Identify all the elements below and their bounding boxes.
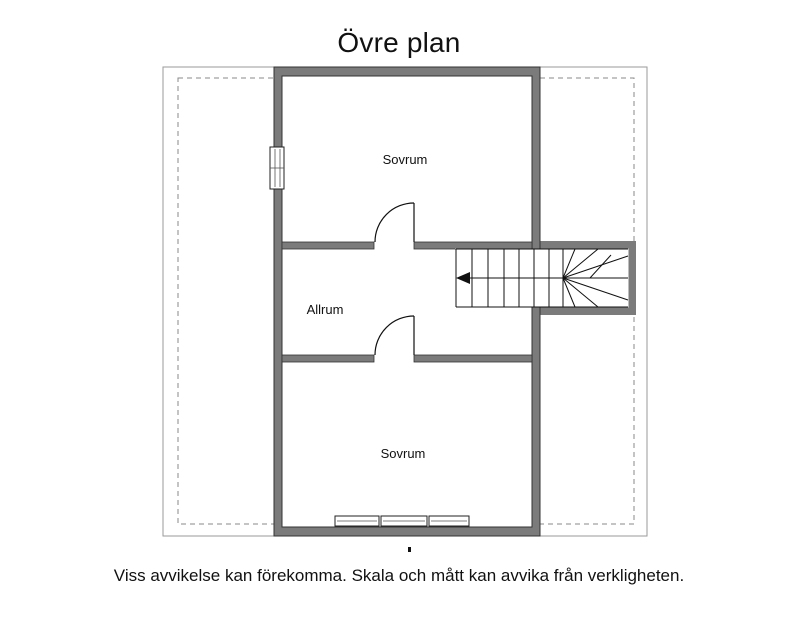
window-bottom-3 [429, 516, 469, 526]
scale-mark [408, 547, 411, 552]
door-top [375, 203, 414, 242]
window-bottom-1 [335, 516, 379, 526]
staircase [456, 249, 628, 307]
disclaimer-text: Viss avvikelse kan förekomma. Skala och mått kan avvika från verkligheten. [113, 566, 685, 585]
plan-title: Övre plan [337, 27, 461, 58]
window-bottom-2 [381, 516, 427, 526]
room-label-bedroom-bottom: Sovrum [380, 446, 426, 461]
eaves-left [163, 67, 274, 536]
room-label-living: Allrum [306, 302, 344, 317]
door-bottom [375, 316, 414, 355]
window-left [270, 147, 284, 189]
room-label-bedroom-top: Sovrum [382, 152, 428, 167]
